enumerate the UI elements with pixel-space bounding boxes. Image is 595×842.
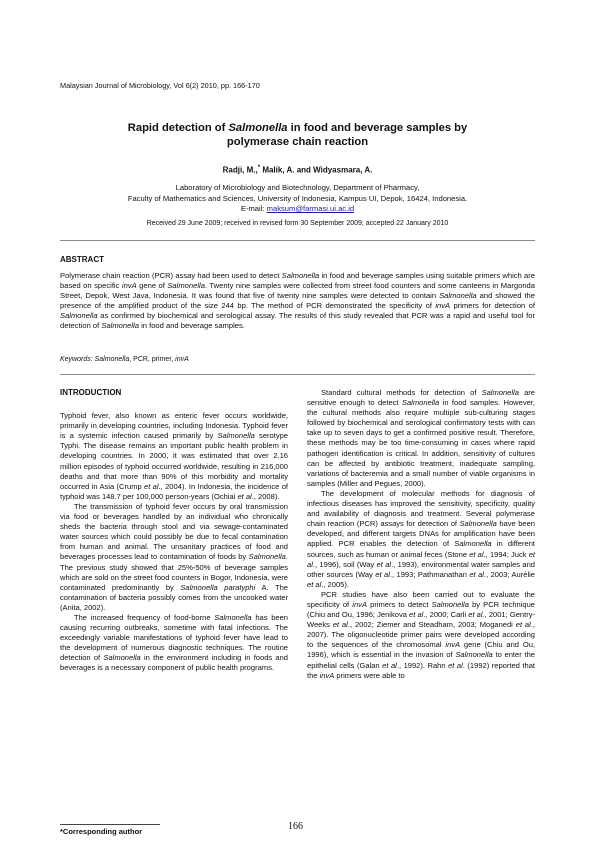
- divider-bottom: [60, 374, 535, 375]
- intro-paragraph-3: The increased frequency of food-borne Salmonella has been causing recurring outbreaks, sometime with fatal infections. The exceedingly variable manifestations of typhoid fever have lead to the development of numerous diagnostic techniques. The routine detection of Salmonella in the environment including in foods and beverages is a necessary component of public health programs.: [60, 612, 289, 673]
- title-suffix: in food and beverage samples by: [287, 122, 468, 134]
- title-line2: polymerase chain reaction: [226, 136, 369, 148]
- email-label: E-mail:: [240, 204, 267, 213]
- journal-citation: Malaysian Journal of Microbiology, Vol 6(2) 2010, pp. 166-170: [60, 81, 260, 90]
- abstract-heading: ABSTRACT: [60, 255, 104, 264]
- title-prefix: Rapid detection of: [127, 122, 229, 134]
- received-dates: Received 29 June 2009; received in revised form 30 September 2009; accepted 22 January 2010: [146, 220, 449, 227]
- intro-paragraph-1: Typhoid fever, also known as enteric fever occurs worldwide, primarily in developing countries, including Indonesia. Typhoid fever is a systemic infection caused primarily by Salmonella serotype Typhi. The disease remains an important public health problem in developing countries. In 2000, it was estimated that over 2.16 million episodes of typhoid occurred worldwide, resulting in 216,000 deaths and that more than 90% of this morbidity and mortality occurred in Asia (Crump et al., 2004). In Indonesia, the incidence of typhoid was 148.7 per 100,000 person-years (Ochiai et al., 2008).: [60, 411, 289, 501]
- abstract-body: Polymerase chain reaction (PCR) assay had been used to detect Salmonella in food and beverage samples using suitable primers which are based on specific invA gene of Salmonella. Twenty nine samples were collected from street food counters and some canteens in Margonda Street, Depok, West Java, Indonesia. It was found that five of twenty nine samples were detected to contain Salmonella and showed the presence of the amplified product of the size 244 bp. The method of PCR demonstrated the specificity of invA primers for detection of Salmonella as confirmed by biochemical and serological assay. The results of this study revealed that PCR was a rapid and useful tool for detection of Salmonella in food and beverage samples.: [60, 271, 536, 331]
- author-star: *: [257, 165, 261, 171]
- column-right: [307, 388, 535, 681]
- affiliation-line2: Faculty of Mathematics and Sciences, University of Indonesia, Kampus UI, Depok, 16424, Indonesia.: [127, 193, 468, 203]
- author-primary: Radji, M.,: [222, 165, 258, 175]
- intro-paragraph-5: The development of molecular methods for diagnosis of infectious diseases has improved the sensitivity, specificity, quality and availability of diagnosis and treatment. Several polymerase chain reaction (PCR) assays for detection of Salmonella have been developed, and different targets DNAs for amplification have been applied. PCR enables the detection of Salmonella in different sources, such as human or animal feces (Stone et al., 1994; Juck et al., 1996), soil (Way et al., 1993), environmental water samples and other sources (Way et al., 1993; Pathmanathan et al., 2003; Aurélie et al., 2005).: [307, 488, 536, 589]
- affiliation-line1: Laboratory of Microbiology and Biotechnology, Department of Pharmacy,: [175, 183, 420, 192]
- article-title: [60, 121, 535, 149]
- intro-paragraph-2: The transmission of typhoid fever occurs by oral transmission via food or beverages handled by an individual who chronically sheds the bacteria through stool and via sewage-contaminated water sources which could possibly be due to fecal contamination from human and animal. The unsanitary practices of food and beverages processes lead to contamination of foods by Salmonella. The previous study showed that 25%-50% of beverage samples which are sold on the street food counters in Bogor, Indonesia, were contaminated predominantly by Salmonella paratyphi A. The contamination of bacteria possibly comes from the uncooked water (Anita, 2002).: [60, 501, 289, 612]
- introduction-heading: INTRODUCTION: [60, 388, 122, 397]
- intro-paragraph-6: PCR studies have also been carried out to evaluate the specificity of invA primers to detect Salmonella by PCR technique (Chiu and Ou, 1996; Jenikova et al., 2000; Carli et al., 2001; Gentry-Weeks et al., 2002; Ziemer and Steadham, 2003; Moganedi et al., 2007). The oligonucleotide primer pairs were developed according to the sequences of the chromosomal invA gene (Chiu and Ou, 1996), which is essential in the invasion of Salmonella to enter the epithelial cells (Galan et al., 1992). Rahn et al. (1992) reported that the invA primers were able to: [307, 589, 536, 680]
- author-list: [60, 165, 535, 175]
- keywords-label: Keywords:: [60, 356, 95, 363]
- author-others: Malik, A. and Widyasmara, A.: [260, 165, 373, 175]
- footnote-divider: [60, 824, 160, 825]
- corresponding-author-note: *Corresponding author: [60, 827, 143, 836]
- affiliation: [60, 183, 535, 215]
- column-left: [60, 388, 288, 674]
- keywords-line: Keywords: Salmonella, PCR, primer, invA: [60, 356, 189, 363]
- divider-top: [60, 240, 535, 241]
- email-line: [60, 204, 535, 215]
- intro-paragraph-4: Standard cultural methods for detection of Salmonella are sensitive enough to detect Salmonella in food samples. However, the cultural methods also require multiple sub-culturing stages followed by biochemical and serological confirmatory tests with can take up to seven days to get a confirmed positive result. Therefore, these methods may be too time-consuming in cases where rapid pathogen identification is critical. In addition, sensitivity of cultures can be affected by antibiotic treatment, inadequate sampling, variations of bacteremia and a small number of viable organisms in samples (Miller and Pegues, 2000).: [307, 388, 535, 488]
- email-link[interactable]: maksum@farmasi.ui.ac.id: [266, 204, 355, 213]
- title-italic: Salmonella: [228, 122, 288, 134]
- page-number: 166: [288, 821, 303, 832]
